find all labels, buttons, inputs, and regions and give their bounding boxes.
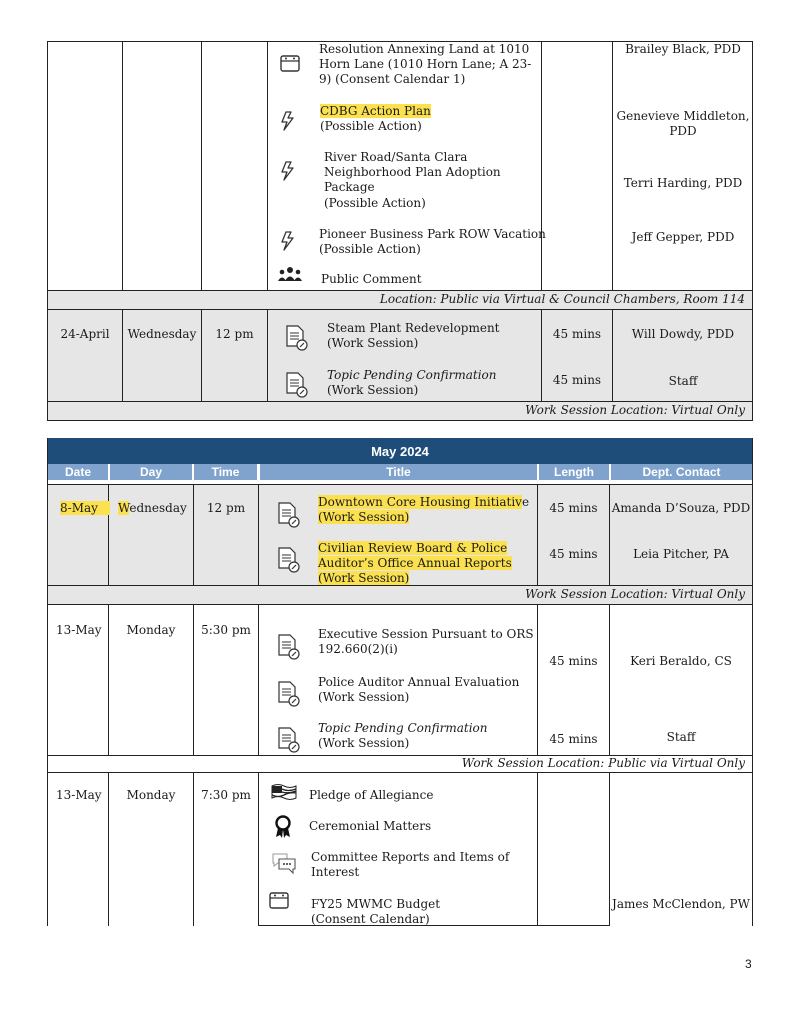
dept-contact: Leia Pitcher, PA	[633, 547, 729, 561]
dept-contact: Staff	[666, 730, 696, 744]
location-note: Location: Public via Virtual & Council Chambers, Room 114	[379, 292, 745, 306]
session-date: 24-April	[60, 327, 110, 341]
agenda-item-title: Downtown Core Housing Initiative	[318, 495, 530, 509]
dept-contact: Will Dowdy, PDD	[631, 327, 735, 341]
item-length: 45 mins	[549, 732, 598, 746]
agenda-item-note: (Work Session)	[318, 690, 410, 704]
agenda-item-title: Steam Plant Redevelopment	[327, 321, 500, 335]
session-date: 13-May	[56, 788, 102, 802]
dept-contact: Terri Harding, PDD	[623, 176, 743, 190]
session-time: 5:30 pm	[201, 623, 251, 637]
dept-contact: James McClendon, PW	[612, 897, 750, 911]
calendar-icon	[268, 889, 290, 911]
agenda-item-title: Topic Pending Confirmation	[327, 368, 497, 382]
agenda-item-title: Interest	[311, 865, 360, 879]
session-time: 7:30 pm	[201, 788, 251, 802]
col-header-title: Title	[260, 464, 537, 480]
document-edit-icon	[284, 324, 310, 352]
people-icon	[277, 266, 303, 284]
agenda-item-title: Pioneer Business Park ROW Vacation	[319, 227, 546, 241]
dept-contact: Jeff Gepper, PDD	[631, 230, 735, 244]
item-length: 45 mins	[549, 501, 598, 515]
agenda-item-title: Topic Pending Confirmation	[318, 721, 488, 735]
dept-contact: Genevieve Middleton, PDD	[616, 109, 750, 138]
month-header: May 2024	[47, 438, 753, 464]
agenda-item-title: Pledge of Allegiance	[309, 788, 434, 802]
agenda-item-note: (Work Session)	[327, 336, 419, 350]
session-day: Wednesday	[127, 327, 197, 341]
location-note: Work Session Location: Public via Virtual Only	[461, 756, 745, 770]
calendar-icon	[279, 52, 301, 74]
document-edit-icon	[276, 680, 302, 708]
agenda-item-title: 192.660(2)(i)	[318, 642, 398, 656]
agenda-item-note: (Work Session)	[327, 383, 419, 397]
dept-contact: Keri Beraldo, CS	[630, 654, 732, 668]
agenda-item-note: (Work Session)	[318, 736, 410, 750]
agenda-item-title: CDBG Action Plan	[320, 104, 431, 118]
session-date: 13-May	[56, 623, 102, 637]
document-edit-icon	[276, 726, 302, 754]
lightning-icon	[277, 160, 299, 182]
agenda-item-title: River Road/Santa Clara Neighborhood Plan Adoption Package	[324, 150, 501, 194]
session-time: 12 pm	[206, 501, 246, 515]
session-date: 8-May	[60, 501, 110, 516]
document-edit-icon	[276, 546, 302, 574]
lightning-icon	[277, 230, 299, 252]
agenda-item-title: Ceremonial Matters	[309, 819, 432, 833]
agenda-item-title: Resolution Annexing Land at 1010 Horn Lane (1010 Horn Lane; A 23-9) (Consent Calendar 1)	[319, 42, 532, 86]
item-length: 45 mins	[552, 373, 602, 387]
agenda-item-note: (Possible Action)	[324, 196, 426, 210]
location-note: Work Session Location: Virtual Only	[525, 403, 745, 417]
item-length: 45 mins	[552, 327, 602, 341]
agenda-item-title: Committee Reports and Items of	[311, 850, 510, 864]
ribbon-icon	[273, 814, 293, 840]
agenda-item-note: (Work Session)	[318, 571, 410, 585]
session-day: Wednesday	[118, 501, 187, 515]
session-day: Monday	[126, 623, 176, 637]
col-header-date: Date	[48, 464, 108, 480]
document-edit-icon	[276, 633, 302, 661]
col-header-contact: Dept. Contact	[611, 464, 752, 480]
agenda-item-note: (Possible Action)	[320, 119, 422, 133]
session-time: 12 pm	[215, 327, 254, 341]
agenda-item-title: FY25 MWMC Budget	[311, 897, 441, 911]
dept-contact: Brailey Black, PDD	[625, 42, 741, 56]
dept-contact: Staff	[668, 374, 698, 388]
lightning-icon	[277, 110, 299, 132]
document-edit-icon	[276, 501, 302, 529]
item-length: 45 mins	[549, 654, 598, 668]
col-header-time: Time	[194, 464, 257, 480]
col-header-day: Day	[110, 464, 192, 480]
flag-icon	[270, 783, 298, 805]
agenda-item-note: (Possible Action)	[319, 242, 421, 256]
col-header-length: Length	[539, 464, 609, 480]
session-day: Monday	[126, 788, 176, 802]
dept-contact: Amanda D’Souza, PDD	[611, 501, 751, 515]
agenda-item-title: Auditor’s Office Annual Reports	[318, 556, 512, 570]
agenda-item-title: Public Comment	[321, 272, 422, 286]
document-edit-icon	[284, 371, 310, 399]
agenda-item-title: Civilian Review Board & Police	[318, 541, 508, 555]
location-note: Work Session Location: Virtual Only	[525, 587, 745, 601]
agenda-item-title: Police Auditor Annual Evaluation	[318, 675, 520, 689]
page-number: 3	[745, 957, 752, 971]
agenda-item-note: (Consent Calendar)	[311, 912, 430, 926]
agenda-item-note: (Work Session)	[318, 510, 410, 524]
chat-icon	[271, 851, 297, 875]
agenda-item-title: Executive Session Pursuant to ORS	[318, 627, 534, 641]
item-length: 45 mins	[549, 547, 598, 561]
